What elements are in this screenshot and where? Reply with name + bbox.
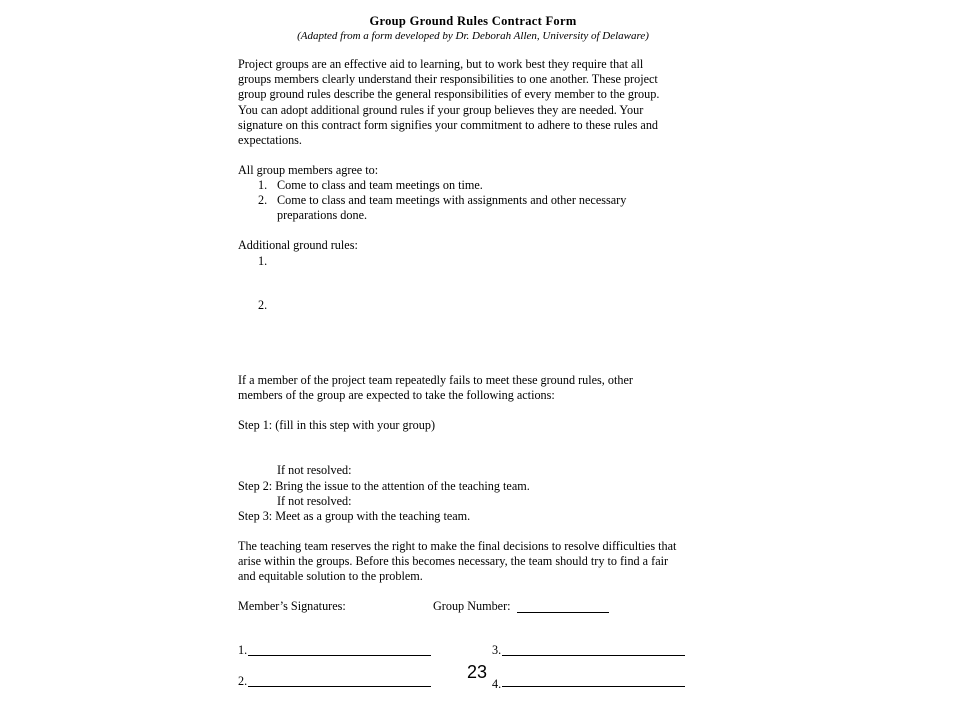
agree-item-text: Come to class and team meetings on time. <box>277 178 483 192</box>
agree-item-1 <box>258 178 483 193</box>
signature-number-2: 2. <box>238 674 248 688</box>
intro-line: signature on this contract form signifies your commitment to adhere to these rules and <box>238 117 659 132</box>
if-not-resolved-1: If not resolved: <box>277 463 352 477</box>
failure-line: members of the group are expected to take the following actions: <box>238 388 555 403</box>
signature-number-4: 4. <box>492 677 502 691</box>
form-subtitle: (Adapted from a form developed by Dr. Deborah Allen, University of Delaware) <box>297 30 649 42</box>
agree-item-text: Come to class and team meetings with assignments and other necessary <box>277 193 627 207</box>
if-not-resolved-2: If not resolved: <box>277 494 352 508</box>
form-title: Group Ground Rules Contract Form <box>369 14 577 28</box>
intro-line: Project groups are an effective aid to learning, but to work best they require that all <box>238 57 644 71</box>
failure-paragraph <box>238 373 718 403</box>
reserve-line: arise within the groups. Before this becomes necessary, the team should try to find a fair <box>238 554 669 569</box>
failure-line: If a member of the project team repeatedly fails to meet these ground rules, other <box>238 373 633 387</box>
intro-paragraph <box>238 57 718 148</box>
signature-field-2[interactable] <box>248 686 431 687</box>
agree-item-number: 2. <box>258 193 268 207</box>
intro-line: groups members clearly understand their responsibilities to one another. These project <box>238 72 658 87</box>
reserve-line: and equitable solution to the problem. <box>238 569 423 584</box>
reserve-line: The teaching team reserves the right to make the final decisions to resolve difficulties that <box>238 539 677 553</box>
agree-item-2-continued: preparations done. <box>277 208 368 222</box>
agree-item-2 <box>258 193 626 208</box>
signature-number-3: 3. <box>492 643 502 657</box>
intro-line: expectations. <box>238 133 302 148</box>
additional-heading: Additional ground rules: <box>238 238 358 252</box>
reserve-paragraph <box>238 539 718 585</box>
signatures-label: Member’s Signatures: <box>238 599 346 613</box>
step-3: Step 3: Meet as a group with the teaching team. <box>238 509 471 523</box>
step-1: Step 1: (fill in this step with your group) <box>238 418 436 432</box>
signature-field-1[interactable] <box>248 655 431 656</box>
agree-heading: All group members agree to: <box>238 163 379 177</box>
additional-rule-2: 2. <box>258 298 268 312</box>
agree-item-number: 1. <box>258 178 268 192</box>
step-2: Step 2: Bring the issue to the attention of the teaching team. <box>238 479 530 493</box>
signature-number-1: 1. <box>238 643 248 657</box>
signature-field-4[interactable] <box>502 686 685 687</box>
signature-field-3[interactable] <box>502 655 685 656</box>
page-number: 23 <box>467 662 488 682</box>
intro-line: You can adopt additional ground rules if your group believes they are needed. Your <box>238 102 644 117</box>
group-number-field[interactable] <box>517 612 609 613</box>
group-number-label: Group Number: <box>433 599 511 613</box>
intro-line: group ground rules describe the general responsibilities of every member to the group. <box>238 87 660 102</box>
additional-rule-1: 1. <box>258 254 268 268</box>
